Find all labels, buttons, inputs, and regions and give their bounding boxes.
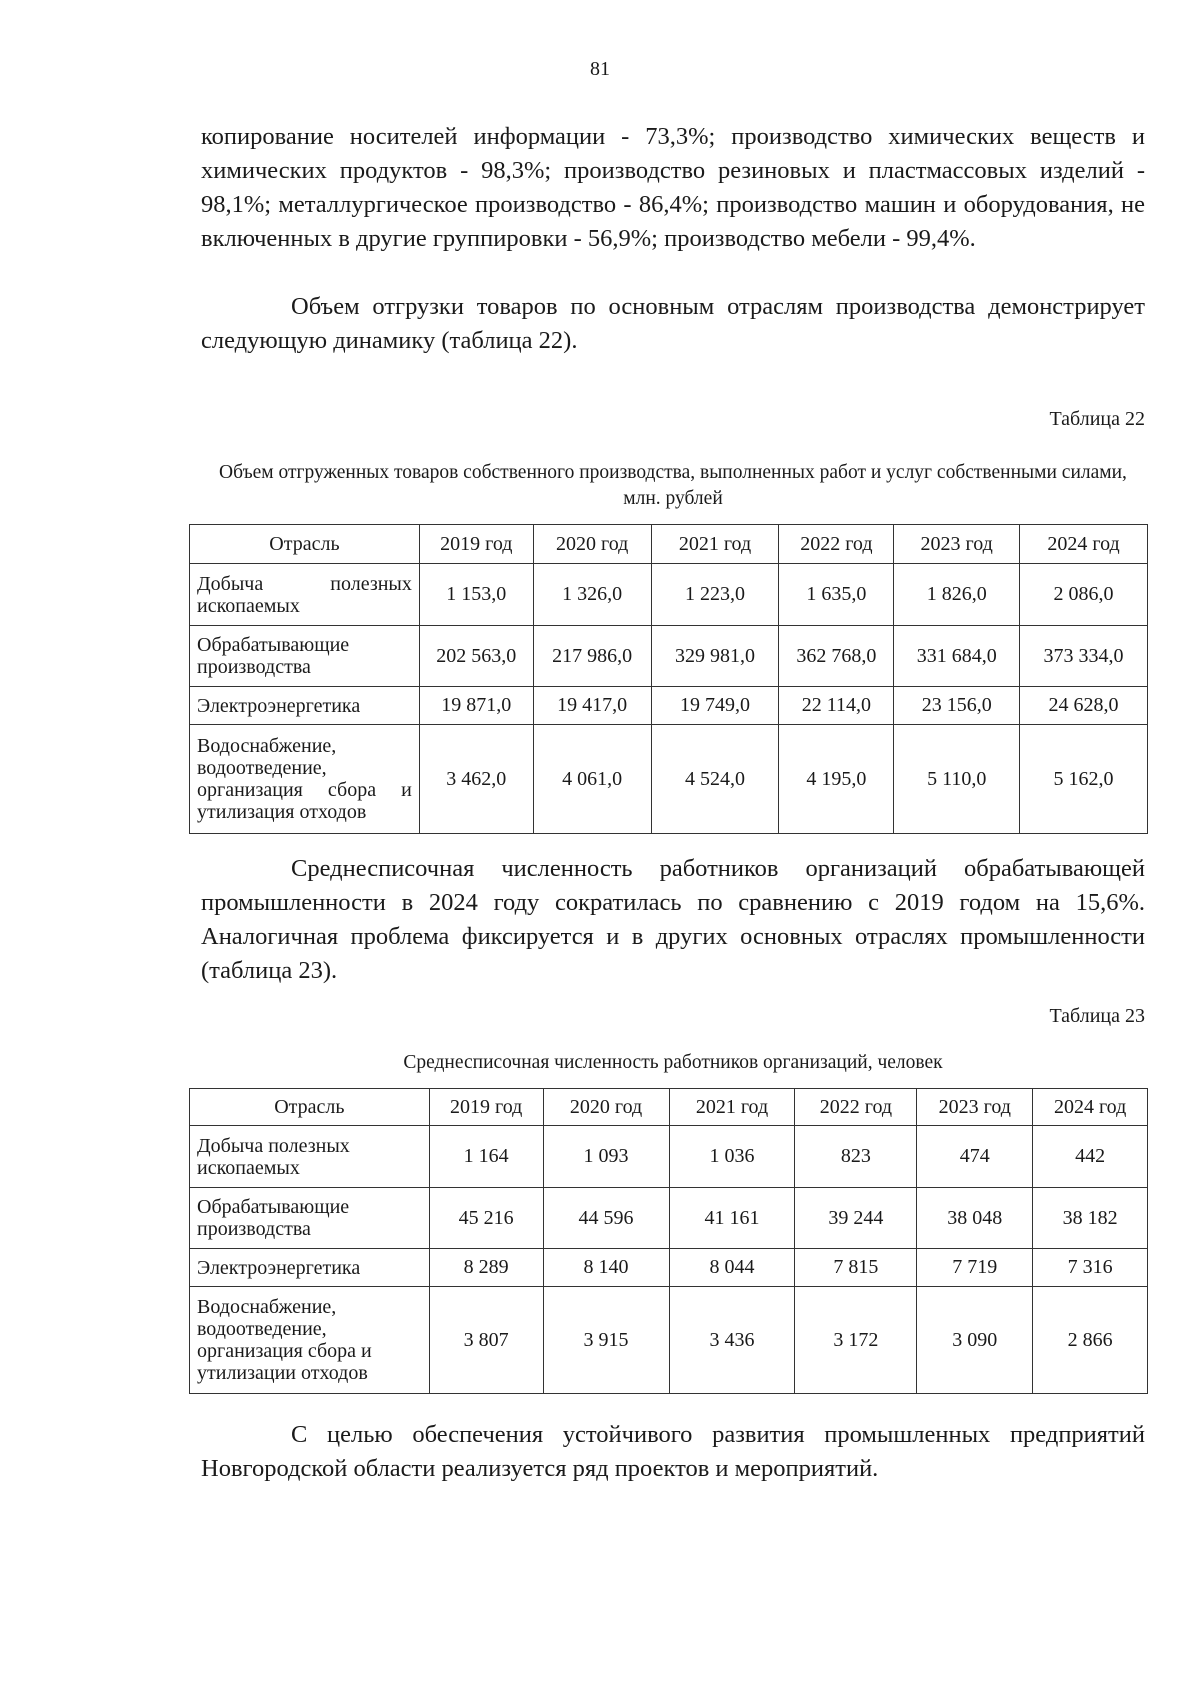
table-23-label: Таблица 23 (1049, 1005, 1145, 1027)
table-header-row (190, 1089, 1148, 1126)
table-row (190, 626, 1148, 687)
table-cell: 362 768,0 (779, 626, 894, 687)
table-cell: 5 110,0 (894, 725, 1020, 834)
table-cell: 5 162,0 (1020, 725, 1148, 834)
table-cell: 44 596 (543, 1188, 669, 1249)
row-label: Электроэнергетика (190, 1249, 430, 1287)
header-cell: 2020 год (533, 525, 651, 564)
table-cell: 3 436 (669, 1287, 795, 1394)
table-cell: 19 749,0 (651, 687, 779, 725)
table-cell: 823 (795, 1126, 917, 1188)
table-header-row (190, 525, 1148, 564)
table-cell: 8 140 (543, 1249, 669, 1287)
header-cell: 2024 год (1020, 525, 1148, 564)
table-cell: 1 036 (669, 1126, 795, 1188)
table-cell: 3 090 (917, 1287, 1033, 1394)
paragraph-employment-intro: Среднесписочная численность работников организаций обрабатывающей промышленности в 2024 году сократилась по сравнению с 2019 годом на 15,6%. Аналогичная проблема фиксируется и в других основных отраслях промышленности (таблица 23). (201, 855, 1145, 984)
header-cell: 2019 год (429, 1089, 543, 1126)
table-cell: 474 (917, 1126, 1033, 1188)
table-cell: 4 524,0 (651, 725, 779, 834)
paragraph-projects: С целью обеспечения устойчивого развития промышленных предприятий Новгородской области реализуется ряд проектов и мероприятий. (201, 1421, 1145, 1482)
table-cell: 1 326,0 (533, 564, 651, 626)
table-cell: 2 866 (1033, 1287, 1148, 1394)
header-cell: Отрасль (190, 1089, 430, 1126)
table-cell: 1 826,0 (894, 564, 1020, 626)
header-cell: 2021 год (651, 525, 779, 564)
table-cell: 19 417,0 (533, 687, 651, 725)
header-cell: 2023 год (894, 525, 1020, 564)
paragraph-shipment-intro: Объем отгрузки товаров по основным отраслям производства демонстрирует следующую динамику (таблица 22). (201, 293, 1145, 354)
table-cell: 4 061,0 (533, 725, 651, 834)
table-cell: 23 156,0 (894, 687, 1020, 725)
table-cell: 442 (1033, 1126, 1148, 1188)
row-label: Водоснабжение, водоотведение, организация сбора и утилизации отходов (190, 1287, 430, 1394)
row-label: Обрабатывающие производства (190, 1188, 430, 1249)
header-cell: 2022 год (795, 1089, 917, 1126)
header-cell: 2019 год (419, 525, 533, 564)
table-cell: 3 915 (543, 1287, 669, 1394)
table-cell: 19 871,0 (419, 687, 533, 725)
header-cell: 2020 год (543, 1089, 669, 1126)
table-row (190, 564, 1148, 626)
table-row (190, 725, 1148, 834)
table-22-label: Таблица 22 (1049, 408, 1145, 430)
table-row (190, 1249, 1148, 1287)
table-cell: 41 161 (669, 1188, 795, 1249)
table-cell: 3 462,0 (419, 725, 533, 834)
header-cell: 2022 год (779, 525, 894, 564)
header-cell: 2023 год (917, 1089, 1033, 1126)
table-cell: 1 093 (543, 1126, 669, 1188)
table-23-employment (189, 1088, 1148, 1394)
table-22-shipments (189, 524, 1148, 834)
table-cell: 38 182 (1033, 1188, 1148, 1249)
table-cell: 45 216 (429, 1188, 543, 1249)
table-cell: 3 172 (795, 1287, 917, 1394)
header-cell: Отрасль (190, 525, 420, 564)
table-cell: 3 807 (429, 1287, 543, 1394)
table-cell: 1 153,0 (419, 564, 533, 626)
paragraph-industry-indices: копирование носителей информации - 73,3%; производство химических веществ и химических продуктов - 98,3%; производство резиновых и пластмассовых изделий - 98,1%; металлургическое производство - 86,4%; производство машин и оборудования, не включенных в другие группировки - 56,9%; производство мебели - 99,4%. (201, 123, 1145, 252)
row-label: Добыча полезных ископаемых (190, 564, 420, 626)
table-cell: 331 684,0 (894, 626, 1020, 687)
row-label: Добыча полезных ископаемых (190, 1126, 430, 1188)
table-row (190, 687, 1148, 725)
table-23-caption: Среднесписочная численность работников организаций, человек (403, 1052, 943, 1073)
table-cell: 1 223,0 (651, 564, 779, 626)
table-cell: 8 044 (669, 1249, 795, 1287)
table-cell: 22 114,0 (779, 687, 894, 725)
row-label: Обрабатывающие производства (190, 626, 420, 687)
table-cell: 24 628,0 (1020, 687, 1148, 725)
table-cell: 7 316 (1033, 1249, 1148, 1287)
table-cell: 373 334,0 (1020, 626, 1148, 687)
row-label: Электроэнергетика (190, 687, 420, 725)
table-cell: 202 563,0 (419, 626, 533, 687)
table-cell: 1 635,0 (779, 564, 894, 626)
table-cell: 1 164 (429, 1126, 543, 1188)
table-cell: 38 048 (917, 1188, 1033, 1249)
table-row (190, 1126, 1148, 1188)
table-row (190, 1287, 1148, 1394)
table-cell: 39 244 (795, 1188, 917, 1249)
table-cell: 2 086,0 (1020, 564, 1148, 626)
page-number: 81 (590, 58, 610, 80)
table-row (190, 1188, 1148, 1249)
row-label: Водоснабжение, водоотведение, организация сбора и утилизация отходов (190, 725, 420, 834)
header-cell: 2024 год (1033, 1089, 1148, 1126)
table-22-caption: Объем отгруженных товаров собственного производства, выполненных работ и услуг собственными силами, млн. рублей (219, 462, 1127, 509)
table-cell: 4 195,0 (779, 725, 894, 834)
table-cell: 7 719 (917, 1249, 1033, 1287)
table-cell: 7 815 (795, 1249, 917, 1287)
table-cell: 217 986,0 (533, 626, 651, 687)
table-cell: 329 981,0 (651, 626, 779, 687)
table-cell: 8 289 (429, 1249, 543, 1287)
header-cell: 2021 год (669, 1089, 795, 1126)
